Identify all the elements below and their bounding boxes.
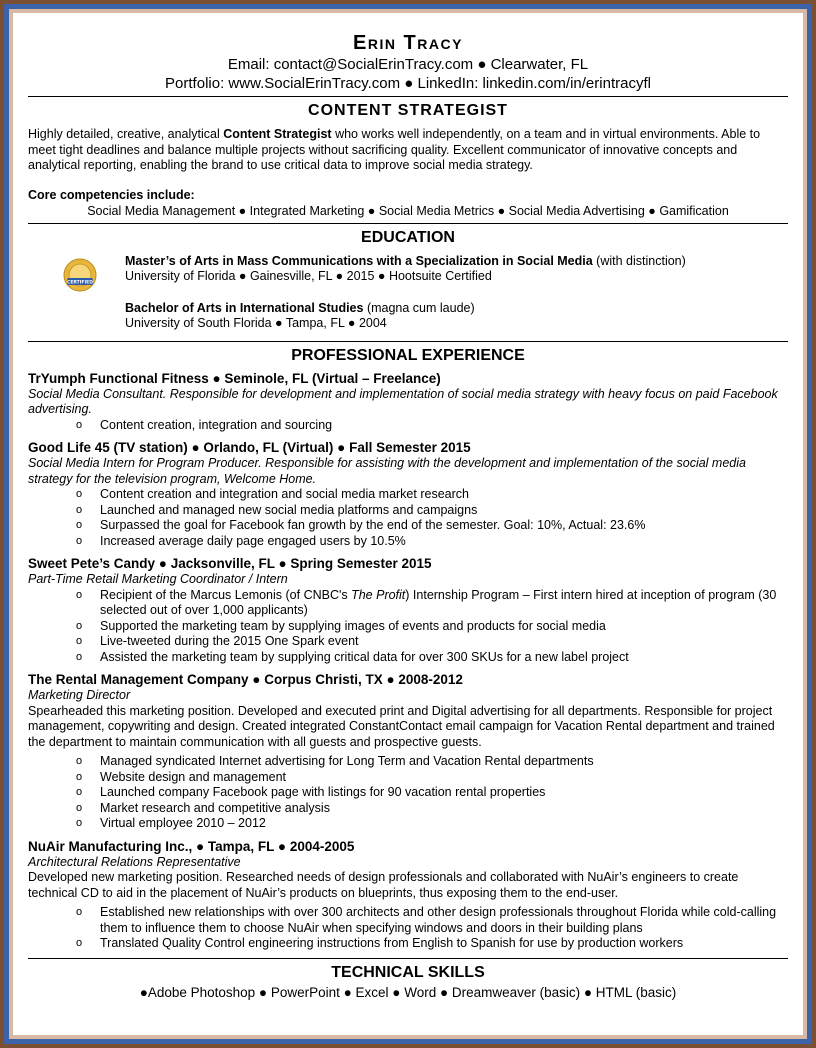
divider xyxy=(28,96,788,97)
job-entry xyxy=(28,556,788,665)
skills-list: ●Adobe Photoshop ● PowerPoint ● Excel ● Word ● Dreamweaver (basic) ● HTML (basic) xyxy=(139,984,677,1000)
list-item: o Launched company Facebook page with listings for 90 vacation rental properties xyxy=(28,785,788,801)
list-item: o Managed syndicated Internet advertising for Long Term and Vacation Rental departments xyxy=(28,754,788,770)
contact-line-email: Email: contact@SocialErinTracy.com ● Clearwater, FL xyxy=(227,56,589,73)
bullet-text: Recipient of the Marcus Lemonis (of CNBC's xyxy=(100,587,352,602)
degree-entry xyxy=(125,254,788,270)
summary-paragraph xyxy=(28,127,788,174)
degree-honor: (with distinction) xyxy=(592,253,686,268)
candidate-name: Erin Tracy xyxy=(353,32,463,54)
job-role: Social Media Consultant. Responsible for development and implementation of social media strategy with heavy focus on paid Facebook advertising. xyxy=(28,386,778,416)
degree-entry xyxy=(125,301,788,317)
resume-page xyxy=(13,13,803,1035)
summary-text: Highly detailed, creative, analytical xyxy=(28,127,224,141)
list-item: o Assisted the marketing team by supplying critical data for over 300 SKUs for a new label project xyxy=(28,650,788,666)
divider xyxy=(28,223,788,224)
job-role: Architectural Relations Representative xyxy=(28,854,241,869)
job-role: Social Media Intern for Program Producer. Responsible for assisting with the development and implementation of the social media strategy for the television program, Welcome Home. xyxy=(28,456,746,486)
list-item: o Website design and management xyxy=(28,770,788,786)
divider xyxy=(28,341,788,342)
list-item: o Virtual employee 2010 – 2012 xyxy=(28,816,788,832)
job-bullets xyxy=(28,905,788,952)
degree-detail: University of Florida ● Gainesville, FL ● 2015 ● Hootsuite Certified xyxy=(125,269,492,283)
job-header: Sweet Pete’s Candy ● Jacksonville, FL ● Spring Semester 2015 xyxy=(28,556,432,571)
job-bullets xyxy=(28,588,788,666)
show-title: The Profit xyxy=(351,587,406,602)
list-item: o Increased average daily page engaged users by 10.5% xyxy=(28,534,788,550)
certified-badge-icon xyxy=(63,258,97,292)
job-bullets xyxy=(28,418,788,434)
list-item: o Surpassed the goal for Facebook fan growth by the end of the semester. Goal: 10%, Actual: 23.6% xyxy=(28,518,788,534)
job-bullets xyxy=(28,754,788,832)
job-entry xyxy=(28,839,788,952)
summary-text-rest: who works well independently, on a team and in virtual environments. Able to meet tight deadlines and balance multiple projects without sacrificing quality. Excellent communicator of innovative concepts and analytical reporting, enabling the brand to use critical data to improve social media strategy. xyxy=(28,127,761,172)
list-item: o Live-tweeted during the 2015 One Spark event xyxy=(28,634,788,650)
list-item: o Content creation and integration and social media market research xyxy=(28,487,788,503)
job-entry xyxy=(28,371,788,434)
job-header: NuAir Manufacturing Inc., ● Tampa, FL ● 2004-2005 xyxy=(28,838,355,854)
list-item xyxy=(28,588,788,619)
experience-heading: PROFESSIONAL EXPERIENCE xyxy=(291,346,525,364)
list-item: o Established new relationships with over 300 architects and other design professionals throughout Florida while cold-calling them to influence them to choose NuAir when specifying windows and doors in their building plans xyxy=(28,905,788,936)
job-entry xyxy=(28,672,788,832)
bullet-text-rest: ) Internship Program – First intern hired at inception of program (30 selected out of over 1,000 applicants) xyxy=(100,587,777,617)
competencies-label: Core competencies include: xyxy=(28,187,195,202)
job-header: TrYumph Functional Fitness ● Seminole, FL (Virtual – Freelance) xyxy=(28,370,441,386)
divider xyxy=(28,958,788,959)
list-item: o Supported the marketing team by supplying images of events and products for social media xyxy=(28,619,788,635)
degree-honor: (magna cum laude) xyxy=(363,300,475,315)
badge-label: CERTIFIED xyxy=(67,280,93,285)
education-heading: EDUCATION xyxy=(361,228,455,246)
degree-title: Master’s of Arts in Mass Communications with a Specialization in Social Media xyxy=(125,253,593,268)
job-role: Part-Time Retail Marketing Coordinator / Intern xyxy=(28,572,288,586)
list-item: o Market research and competitive analysis xyxy=(28,801,788,817)
job-description: Spearheaded this marketing position. Developed and executed print and Digital advertising for all departments. Responsible for project management, copywriting and design. Created integrated ConstantContact email campaign for Vacation Rental department and trained the department to maintain communication with all guests and prospective guests. xyxy=(28,703,775,749)
skills-heading: TECHNICAL SKILLS xyxy=(331,963,485,981)
summary-highlight: Content Strategist xyxy=(223,127,332,141)
resume-document xyxy=(28,31,788,1000)
job-entry xyxy=(28,440,788,549)
education-section xyxy=(28,254,788,332)
list-item: o Launched and managed new social media platforms and campaigns xyxy=(28,503,788,519)
job-title-heading: CONTENT STRATEGIST xyxy=(308,102,508,119)
competencies-list: Social Media Management ● Integrated Marketing ● Social Media Metrics ● Social Media Advertising ● Gamification xyxy=(87,204,729,218)
list-item: o Content creation, integration and sourcing xyxy=(28,418,788,434)
job-bullets xyxy=(28,487,788,549)
list-item: o Translated Quality Control engineering instructions from English to Spanish for use by production workers xyxy=(28,936,788,952)
degree-detail: University of South Florida ● Tampa, FL ● 2004 xyxy=(125,316,387,330)
job-header: The Rental Management Company ● Corpus Christi, TX ● 2008-2012 xyxy=(28,672,463,687)
job-header: Good Life 45 (TV station) ● Orlando, FL (Virtual) ● Fall Semester 2015 xyxy=(28,440,471,455)
contact-line-portfolio: Portfolio: www.SocialErinTracy.com ● LinkedIn: linkedin.com/in/erintracyfl xyxy=(165,75,651,92)
job-role: Marketing Director xyxy=(28,688,131,702)
job-description: Developed new marketing position. Researched needs of design professionals and collaborated with NuAir’s engineers to create technical CD to aid in the placement of NuAir’s products on blueprints, thus exposing them to the end-user. xyxy=(28,870,739,900)
degree-title: Bachelor of Arts in International Studies xyxy=(125,300,364,315)
